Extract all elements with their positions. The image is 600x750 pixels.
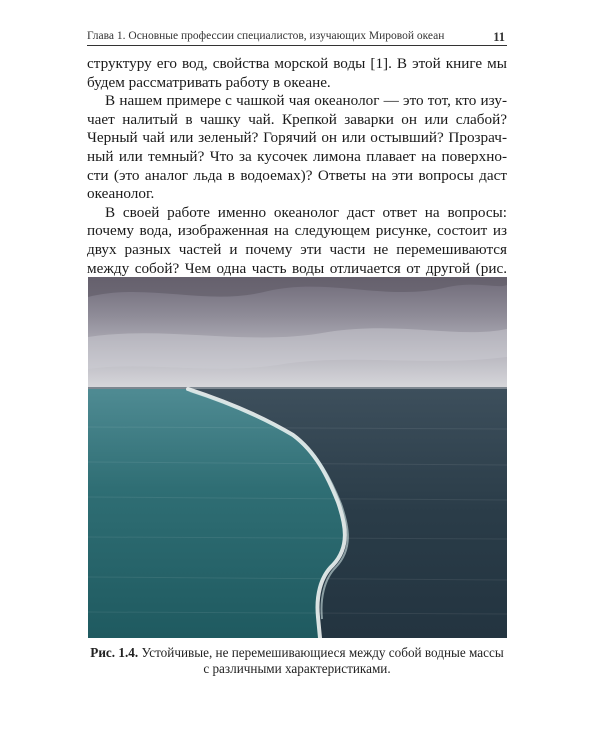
caption-label: Рис. 1.4.: [90, 645, 139, 660]
running-title: Глава 1. Основные профессии специалистов, изучающих Мировой океан: [87, 30, 445, 42]
paragraph-tea-example: В нашем примере с чашкой чая океанолог — это тот, кто изучает налитый в чашку чай. Крепкой заварки он или слабой? Черный чай или зеленый? Горячий он или остывший? Прозрачный или темный? Что за кусочек лимона плавает на поверхности (это аналог льда в водоемах)? Ответы на эти вопросы даст океанолог.: [87, 92, 507, 203]
page-number: 11: [493, 30, 505, 44]
body-text: [87, 55, 507, 297]
paragraph-oceanologist-question: В своей работе именно океанолог даст ответ на вопросы: почему вода, изображенная на следующем рисунке, состоит из двух разных частей и почему эти части не перемешиваются между собой? Чем одна часть воды отличается от другой (рис.: [87, 203, 507, 277]
caption-text: Устойчивые, не перемешивающиеся между собой водные массы с различными характеристиками.: [141, 645, 504, 676]
running-header: [87, 30, 507, 46]
figure-caption: [87, 645, 507, 677]
paragraph-continued: структуру его вод, свойства морской воды [1]. В этой книге мы будем рассматривать работу в океане.: [87, 55, 507, 91]
sea-photo: [88, 277, 507, 638]
figure-photo-water-masses: [88, 277, 507, 638]
